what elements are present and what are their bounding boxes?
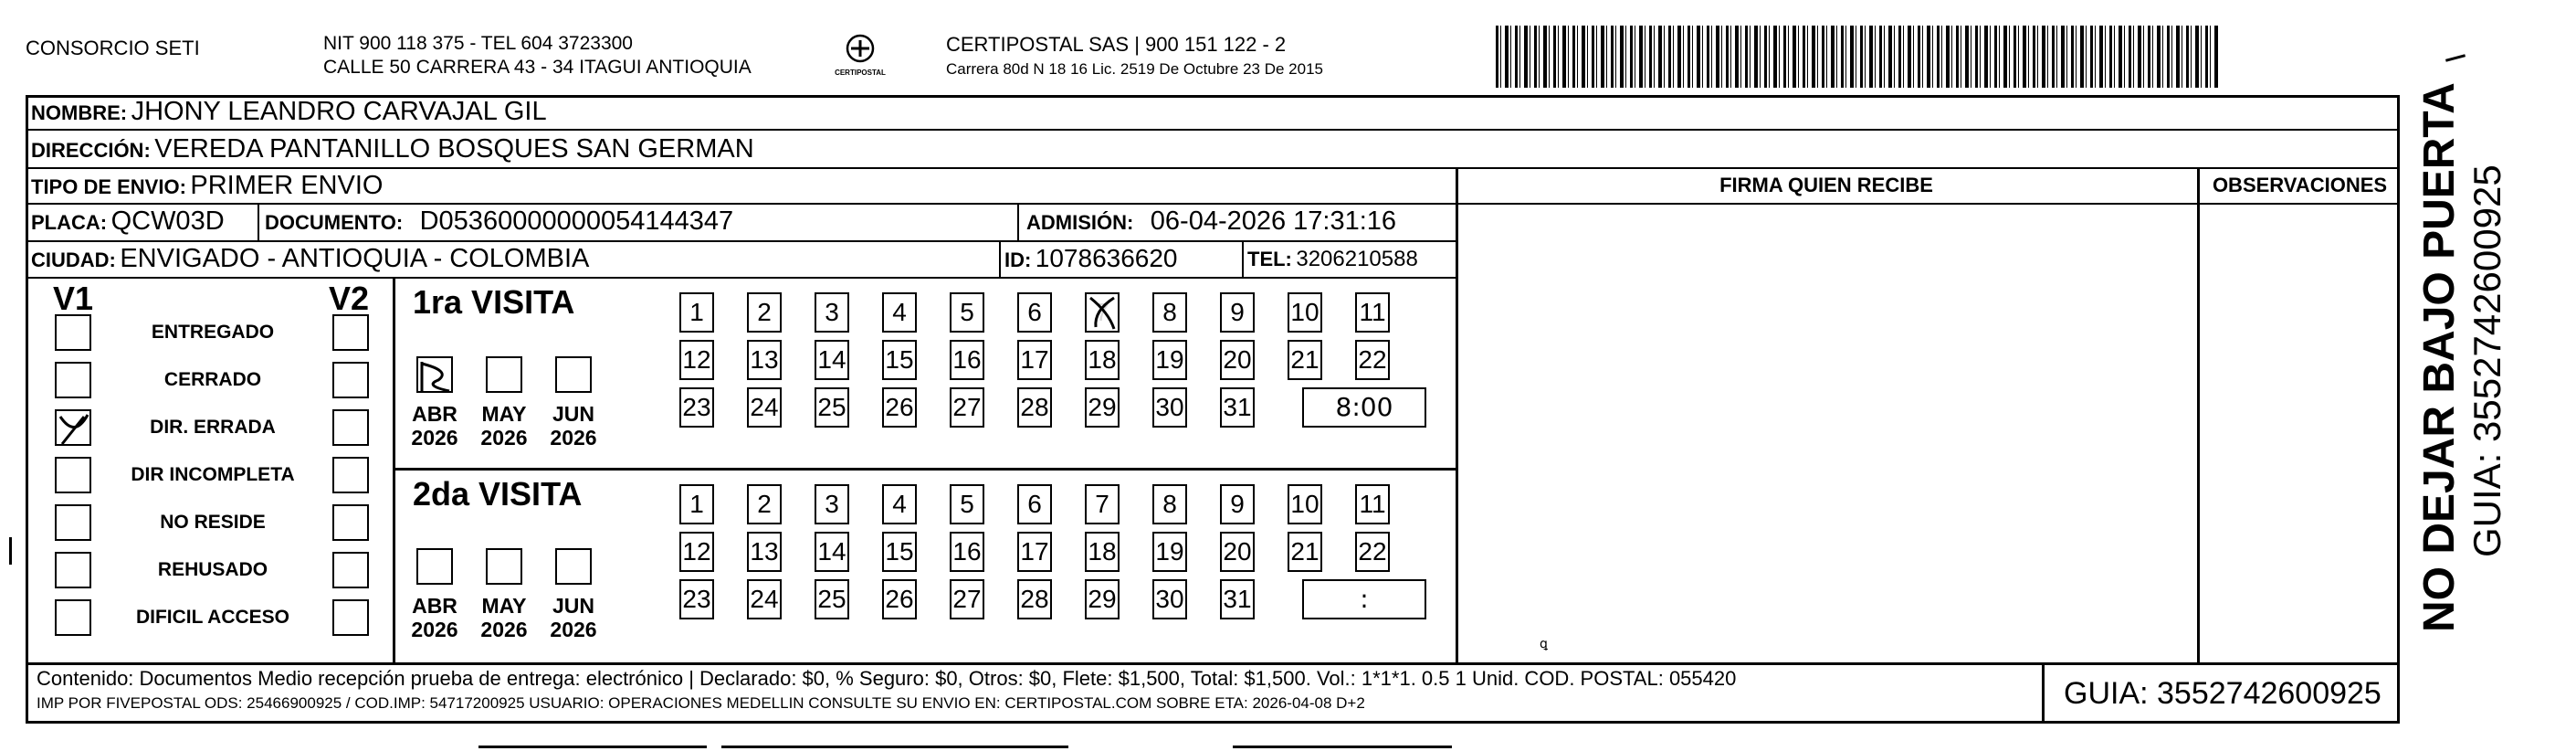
month-label [475,594,533,641]
day-box[interactable]: 24 [747,579,782,619]
visit-title: 2da VISITA [413,475,583,513]
month-label [544,402,603,450]
v1-checkbox[interactable] [55,552,91,588]
footer-imp: IMP POR FIVEPOSTAL ODS: 25466900925 / COD.IMP: 54717200925 USUARIO: OPERACIONES MEDELLIN CONSULTE SU ENVIO EN: CERTIPOSTAL.COM SOBRE ETA: 2026-04-08 D+2 [37,694,1365,712]
day-box[interactable]: 2 [747,292,782,333]
id-label: ID: [1004,249,1032,271]
v1-label: V1 [53,280,94,317]
certipostal-logo [833,33,888,77]
day-box[interactable]: 16 [950,532,984,572]
certipostal-line: CERTIPOSTAL SAS | 900 151 122 - 2 [946,33,1287,56]
checklist-option-label: DIFICIL ACCESO [135,607,289,628]
day-box[interactable]: 25 [815,387,849,428]
checklist-option-label: DIR. ERRADA [150,417,276,438]
ciudad-row [31,244,589,274]
direccion-value: VEREDA PANTANILLO BOSQUES SAN GERMAN [154,134,754,164]
placa-row [31,206,225,237]
month-name: MAY [481,402,527,426]
month-name: ABR [412,402,457,426]
v1-checkbox[interactable] [55,457,91,493]
day-box[interactable]: 23 [679,579,714,619]
day-box[interactable]: 15 [882,532,917,572]
admision-value: 06-04-2026 17:31:16 [1150,206,1397,236]
day-box[interactable]: 7 [1085,484,1120,524]
time-field[interactable]: 8:00 [1302,387,1426,428]
day-box[interactable]: 28 [1017,387,1052,428]
placa-label: PLACA: [31,211,108,234]
checklist-option-label: ENTREGADO [151,322,275,343]
day-box[interactable]: 11 [1355,484,1390,524]
month-year: 2026 [480,426,528,450]
day-box[interactable]: 17 [1017,532,1052,572]
tipo-label: TIPO DE ENVIO: [31,175,186,198]
month-checkbox[interactable] [416,548,453,585]
company-name: CONSORCIO SETI [26,37,200,59]
day-box[interactable]: 17 [1017,340,1052,380]
day-box[interactable]: 3 [815,484,849,524]
day-box[interactable]: 9 [1220,484,1255,524]
v1-checkbox[interactable] [55,504,91,541]
side-guia-text: GUIA: 3552742600925 [2466,164,2508,557]
certipostal-logo-icon [842,33,878,64]
day-box[interactable]: 16 [950,340,984,380]
v2-checkbox[interactable] [332,599,369,636]
nombre-value: JHONY LEANDRO CARVAJAL GIL [131,97,547,126]
month-label [405,594,464,641]
documento-row [265,206,733,237]
v2-label: V2 [329,280,370,317]
direccion-label: DIRECCIÓN: [31,139,151,162]
v2-checkbox[interactable] [332,362,369,398]
day-box[interactable]: 4 [882,292,917,333]
firma-header: FIRMA QUIEN RECIBE [1719,174,1933,196]
footer-guia: GUIA: 3552742600925 [2064,676,2381,711]
day-box[interactable]: 14 [815,340,849,380]
nit-line: NIT 900 118 375 - TEL 604 3723300 [323,33,633,54]
day-box[interactable]: 2 [747,484,782,524]
checklist-option-label: CERRADO [163,369,262,390]
barcode [1496,26,2219,88]
v2-checkbox[interactable] [332,409,369,446]
footer-contenido: Contenido: Documentos Medio recepción prueba de entrega: electrónico | Declarado: $0, % Seguro: $0, Otros: $0, Flete: $1,500, Total: $1,500. Vol.: 1*1*1. 0.5 1 Unid. COD. POSTAL: 055420 [37,667,1737,690]
logo-text: CERTIPOSTAL [835,69,886,77]
admision-row [1026,206,1396,237]
month-checkbox[interactable] [555,548,592,585]
day-box[interactable]: 13 [747,532,782,572]
nombre-label: NOMBRE: [31,101,128,124]
day-box[interactable]: 10 [1288,484,1322,524]
day-box[interactable]: 26 [882,387,917,428]
day-box[interactable]: 25 [815,579,849,619]
v2-checkbox[interactable] [332,504,369,541]
day-box[interactable]: 30 [1152,579,1187,619]
v2-checkbox[interactable] [332,314,369,351]
tel-label: TEL: [1247,248,1292,270]
documento-label: DOCUMENTO: [265,211,404,234]
month-checkbox[interactable] [416,356,453,393]
direccion-row [31,134,754,164]
v1-checkbox[interactable] [55,362,91,398]
day-box[interactable]: 5 [950,292,984,333]
day-box[interactable]: 20 [1220,532,1255,572]
check-mark-icon [57,411,93,448]
month-label [544,594,603,641]
day-box[interactable]: 10 [1288,292,1322,333]
day-box[interactable]: 29 [1085,579,1120,619]
id-value: 1078636620 [1035,244,1178,272]
license-line: Carrera 80d N 18 16 Lic. 2519 De Octubre 23 De 2015 [946,60,1323,78]
v2-checkbox[interactable] [332,552,369,588]
day-box[interactable]: 12 [679,532,714,572]
day-box[interactable]: 27 [950,387,984,428]
tel-value: 3206210588 [1296,247,1418,271]
signature-mark: ꝗ [1540,636,1548,651]
pen-mark [2445,54,2466,62]
month-checkbox[interactable] [555,356,592,393]
v1-checkbox[interactable] [55,314,91,351]
day-box[interactable]: 6 [1017,484,1052,524]
month-year: 2026 [411,618,458,641]
time-field[interactable]: : [1302,579,1426,619]
nombre-row [31,97,547,127]
month-name: JUN [552,402,594,426]
day-box[interactable]: 9 [1220,292,1255,333]
day-box[interactable]: 18 [1085,340,1120,380]
day-box[interactable]: 28 [1017,579,1052,619]
tel-row [1247,247,1418,272]
day-box[interactable]: 31 [1220,387,1255,428]
checklist-option-label: DIR INCOMPLETA [131,464,295,485]
checklist-option-label: REHUSADO [157,559,268,580]
day-box[interactable]: 6 [1017,292,1052,333]
day-number: 7 [1095,298,1109,326]
v2-checkbox[interactable] [332,457,369,493]
day-box[interactable]: 11 [1355,292,1390,333]
admision-label: ADMISIÓN: [1026,211,1134,234]
day-box[interactable]: 5 [950,484,984,524]
month-year: 2026 [550,618,597,641]
day-box[interactable]: 8 [1152,484,1187,524]
tipo-row [31,171,383,201]
checklist-option-label: NO RESIDE [160,512,266,533]
documento-value: D05360000000054144347 [419,206,734,236]
month-name: ABR [412,594,457,618]
address-line: CALLE 50 CARRERA 43 - 34 ITAGUI ANTIOQUIA [323,57,752,78]
day-box[interactable]: 23 [679,387,714,428]
day-box[interactable]: 21 [1288,340,1322,380]
v1-checkbox[interactable] [55,409,91,446]
day-box[interactable]: 1 [679,292,714,333]
day-box[interactable]: 22 [1355,340,1390,380]
day-box[interactable]: 27 [950,579,984,619]
observaciones-header: OBSERVACIONES [2212,174,2388,196]
ciudad-value: ENVIGADO - ANTIOQUIA - COLOMBIA [120,244,590,273]
day-box[interactable]: 21 [1288,532,1322,572]
day-box[interactable]: 19 [1152,340,1187,380]
day-box[interactable]: 4 [882,484,917,524]
day-box[interactable] [1085,292,1120,333]
day-box[interactable]: 30 [1152,387,1187,428]
tipo-value: PRIMER ENVIO [190,171,384,200]
v1-checkbox[interactable] [55,599,91,636]
no-dejar-text: NO DEJAR BAJO PUERTA [2415,82,2464,632]
id-row [1004,244,1178,273]
month-year: 2026 [550,426,597,450]
day-box[interactable]: 29 [1085,387,1120,428]
day-box[interactable]: 3 [815,292,849,333]
month-checkbox[interactable] [486,356,522,393]
day-box[interactable]: 20 [1220,340,1255,380]
day-box[interactable]: 14 [815,532,849,572]
day-box[interactable]: 15 [882,340,917,380]
day-box[interactable]: 31 [1220,579,1255,619]
day-box[interactable]: 13 [747,340,782,380]
day-box[interactable]: 24 [747,387,782,428]
month-label [405,402,464,450]
day-box[interactable]: 19 [1152,532,1187,572]
day-box[interactable]: 22 [1355,532,1390,572]
day-box[interactable]: 1 [679,484,714,524]
placa-value: QCW03D [110,206,225,236]
day-box[interactable]: 8 [1152,292,1187,333]
month-year: 2026 [411,426,458,450]
month-checkbox[interactable] [486,548,522,585]
ciudad-label: CIUDAD: [31,249,116,271]
month-label [475,402,533,450]
check-mark-icon [418,358,455,395]
day-box[interactable]: 18 [1085,532,1120,572]
month-name: MAY [481,594,527,618]
month-name: JUN [552,594,594,618]
visit-title: 1ra VISITA [413,283,575,321]
day-box[interactable]: 26 [882,579,917,619]
month-year: 2026 [480,618,528,641]
day-box[interactable]: 12 [679,340,714,380]
